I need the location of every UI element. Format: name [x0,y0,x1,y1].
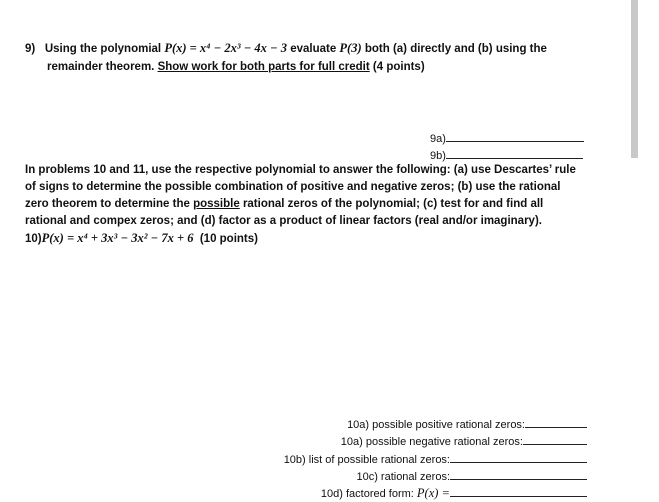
answer-10c: 10c) rational zeros: [356,468,587,483]
answer-9b: 9b) [430,147,583,162]
underlined-instruction: Show work for both parts for full credit [157,61,370,73]
answer-9b-line[interactable] [446,147,583,159]
answer-10b: 10b) list of possible rational zeros: [284,451,587,466]
question-10: 10)P(x) = x⁴ + 3x³ − 3x² − 7x + 6 (10 points) [25,231,258,245]
answer-10a-negative-line[interactable] [523,433,587,445]
answer-10c-line[interactable] [450,468,587,480]
answer-10d: 10d) factored form: P(x) = [321,485,587,501]
answer-10a-negative: 10a) possible negative rational zeros: [341,433,587,448]
question-9: 9) Using the polynomial P(x) = x⁴ − 2x³ − 4x − 3 evaluate P(3) both (a) directly and (b) using the [25,41,547,55]
answer-9a-line[interactable] [446,130,584,142]
scrollbar[interactable] [631,0,638,158]
answer-10a-positive: 10a) possible positive rational zeros: [347,416,587,431]
question-9-line2: remainder theorem. Show work for both parts for full credit (4 points) [47,61,425,73]
answer-9a: 9a) [430,130,584,145]
answer-10a-positive-line[interactable] [525,416,587,428]
q9-polynomial: P(x) = x⁴ − 2x³ − 4x − 3 [164,41,287,55]
q10-polynomial: P(x) = x⁴ + 3x³ − 3x² − 7x + 6 [41,231,194,245]
instructions: In problems 10 and 11, use the respective polynomial to answer the following: (a) use Descartes’ rule of signs to determine the possible combination of positive and negative zeros; (b) use the rational zero theorem to determine the possible rational zeros of the polynomial; (c) test for and find all rational and compex zeros; and (d) factor as a product of linear factors (real and/or imaginary). [25,164,576,227]
answer-10b-line[interactable] [450,451,587,463]
answer-10d-line[interactable] [450,485,587,497]
